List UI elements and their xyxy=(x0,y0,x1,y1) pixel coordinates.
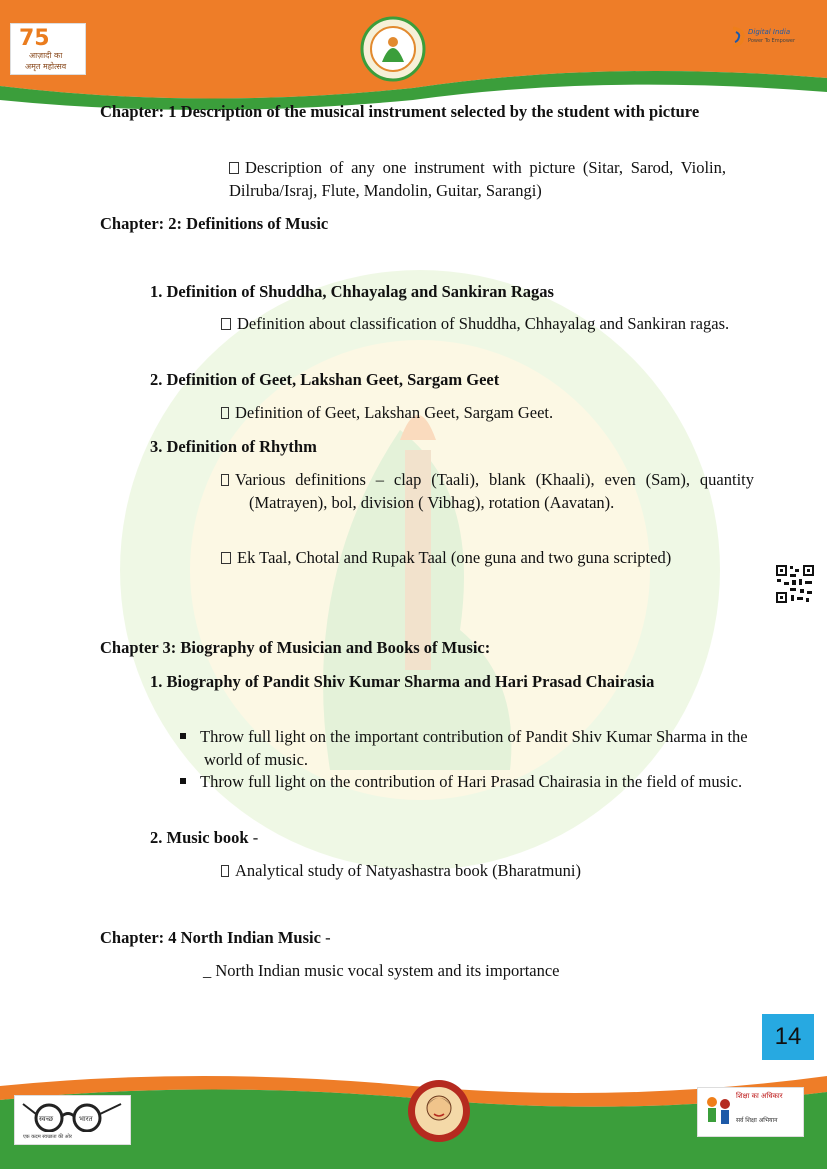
chapter-3-section-2-item-text: Analytical study of Natyashastra book (Bharatmuni) xyxy=(235,861,581,880)
shiksha-ka-adhikar-logo xyxy=(697,1087,804,1137)
chapter-3-heading: Chapter 3: Biography of Musician and Books of Music: xyxy=(100,638,491,657)
swachh-word1: स्वच्छ xyxy=(39,1115,54,1123)
chapter-3-section-1-title: 1. Biography of Pandit Shiv Kumar Sharma and Hari Prasad Chairasia xyxy=(150,672,655,691)
page-number: 14 xyxy=(762,1014,814,1060)
bullet-box-icon xyxy=(221,552,231,564)
swachh-bharat-logo xyxy=(14,1095,131,1145)
chapter-2-section-1-item xyxy=(221,312,754,335)
bullet-box-icon xyxy=(221,318,231,330)
chapter-2-section-3-item-1-text: Various definitions – clap (Taali), blank (Khaali), even (Sam), quantity (Matrayen), bol, division ( Vibhag), rotation (Aavatan). xyxy=(235,470,754,512)
chapter-4-item xyxy=(203,959,726,982)
chapter-3-section-1-item-1-text: Throw full light on the important contribution of Pandit Shiv Kumar Sharma in the world of music. xyxy=(200,727,748,769)
square-bullet-icon xyxy=(180,778,186,784)
chapter-2-section-2-item xyxy=(221,401,726,424)
chapter-2-heading: Chapter: 2: Definitions of Music xyxy=(100,214,329,233)
chapter-3-section-2-title-suffix: - xyxy=(248,828,259,847)
chapter-4-heading-suffix: - xyxy=(320,928,331,947)
bullet-box-icon xyxy=(229,162,239,174)
shiksha-adhikar-title: शिक्षा का अधिकार xyxy=(736,1092,783,1100)
chapter-1-item xyxy=(229,156,726,202)
shiksha-adhikar-subtitle: सर्व शिक्षा अभियान xyxy=(736,1117,778,1124)
chapter-2-section-3-item-1 xyxy=(221,468,754,514)
bullet-box-icon xyxy=(221,865,229,877)
square-bullet-icon xyxy=(180,733,186,739)
chapter-3-section-2-title-text: 2. Music book xyxy=(150,828,249,847)
chapter-4-heading xyxy=(100,926,331,949)
bullet-box-icon xyxy=(221,474,229,486)
chapter-2-section-3-title: 3. Definition of Rhythm xyxy=(150,437,317,456)
qr-code-icon[interactable] xyxy=(775,564,815,604)
chapter-4-item-text: North Indian music vocal system and its importance xyxy=(215,961,560,980)
chapter-2-section-1-item-text: Definition about classification of Shuddha, Chhayalag and Sankiran ragas. xyxy=(237,314,730,333)
chapter-3-section-2-item xyxy=(221,859,726,882)
chapter-1-heading: Chapter: 1 Description of the musical instrument selected by the student with picture xyxy=(100,102,700,121)
chapter-2-section-2-item-text: Definition of Geet, Lakshan Geet, Sargam Geet. xyxy=(235,403,554,422)
chapter-3-section-1-item-2 xyxy=(180,770,750,793)
bullet-box-icon xyxy=(221,407,229,419)
swachh-bharat-tagline: एक कदम स्वच्छता की ओर xyxy=(23,1134,72,1140)
chapter-3-section-2-title xyxy=(150,826,258,849)
chapter-3-section-1-item-1 xyxy=(180,725,750,771)
digital-india-tagline: Power To Empower xyxy=(748,38,796,44)
azadi-logo-numeral: 75 xyxy=(19,26,50,51)
beti-bachao-beti-padhao-emblem-icon xyxy=(406,1078,472,1144)
gandhi-spectacles-icon xyxy=(21,1100,125,1132)
swachh-word2: भारत xyxy=(79,1115,93,1123)
chapter-4-heading-text: Chapter: 4 North Indian Music xyxy=(100,928,321,947)
chapter-2-section-3-item-2-text: Ek Taal, Chotal and Rupak Taal (one guna and two guna scripted) xyxy=(237,548,672,567)
children-reading-icon xyxy=(702,1094,734,1132)
chapter-3-section-1-item-2-text: Throw full light on the contribution of Hari Prasad Chairasia in the field of music. xyxy=(200,772,743,791)
chapter-4-item-marker: _ xyxy=(203,961,212,980)
azadi-logo-line2: अमृत महोत्सव xyxy=(25,62,67,71)
azadi-logo-line1: आज़ादी का xyxy=(29,51,63,60)
digital-india-name: Digital India xyxy=(748,28,791,36)
chapter-2-section-1-title: 1. Definition of Shuddha, Chhayalag and Sankiran Ragas xyxy=(150,282,554,301)
chapter-2-section-2-title: 2. Definition of Geet, Lakshan Geet, Sargam Geet xyxy=(150,370,500,389)
chapter-2-section-3-item-2 xyxy=(221,546,754,569)
chapter-1-item-text: Description of any one instrument with picture (Sitar, Sarod, Violin, Dilruba/Israj, Flute, Mandolin, Guitar, Sarangi) xyxy=(229,158,726,200)
